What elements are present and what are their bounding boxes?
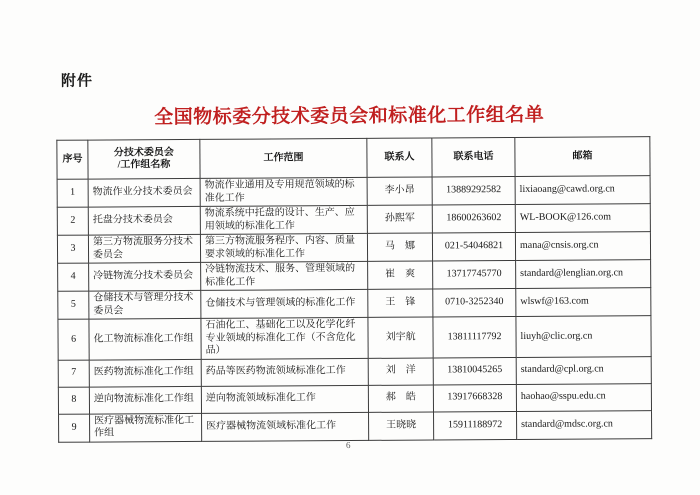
- cell-phone: 13810045265: [433, 357, 516, 385]
- table-row: [57, 232, 650, 264]
- cell-contact: 郝 皓: [368, 384, 433, 411]
- cell-name: 医疗器械物流标准化工作组: [90, 413, 202, 442]
- table-header-row: [57, 137, 650, 180]
- cell-contact: 崔 爽: [368, 261, 433, 289]
- cell-email: lixiaoang@cawd.org.cn: [515, 176, 650, 205]
- cell-phone: 18600263602: [432, 204, 515, 233]
- cell-scope: 冷链物流技术、服务、管理领域的标准化工作: [201, 261, 368, 290]
- cell-no: 5: [58, 291, 89, 319]
- cell-contact: 刘 洋: [368, 357, 433, 384]
- table-row: [58, 316, 651, 360]
- cell-email: WL-BOOK@126.com: [515, 204, 650, 233]
- cell-contact: 孙熙军: [367, 205, 432, 233]
- cell-scope: 物流作业通用及专用规范领域的标准化工作: [200, 177, 367, 206]
- table-row: [58, 288, 651, 320]
- table-row: [57, 176, 650, 208]
- cell-name: 逆向物流标准化工作组: [89, 386, 201, 414]
- col-header-no: 序号: [57, 140, 88, 179]
- cell-name: 化工物流标准化工作组: [89, 318, 201, 359]
- cell-scope: 物流系统中托盘的设计、生产、应用领域的标准化工作: [200, 205, 367, 234]
- cell-email: wlswf@163.com: [516, 288, 651, 317]
- table-row: [57, 204, 650, 236]
- table-row: [58, 260, 651, 292]
- cell-no: 2: [57, 207, 88, 235]
- cell-no: 3: [57, 235, 88, 263]
- col-header-scope: 工作范围: [200, 138, 367, 178]
- cell-email: liuyh@clic.org.cn: [516, 316, 651, 357]
- cell-contact: 王晓晓: [369, 411, 434, 439]
- cell-scope: 石油化工、基础化工以及化学化纤专业领域的标准化工作（不含危化品）: [201, 317, 368, 359]
- cell-email: standard@lenglian.org.cn: [516, 260, 651, 289]
- cell-no: 6: [58, 319, 89, 360]
- cell-phone: 13917668328: [433, 384, 516, 412]
- cell-email: haohao@sspu.edu.cn: [516, 383, 651, 411]
- cell-contact: 刘宇航: [368, 317, 433, 358]
- col-header-phone: 联系电话: [432, 137, 515, 177]
- page-number: 6: [345, 440, 351, 451]
- table-row: [58, 356, 651, 387]
- cell-name: 托盘分技术委员会: [88, 206, 200, 235]
- cell-contact: 王 锋: [368, 289, 433, 317]
- page-title: 全国物标委分技术委员会和标准化工作组名单: [154, 104, 545, 129]
- cell-phone: 15911188972: [434, 411, 517, 440]
- cell-phone: 021-54046821: [432, 232, 515, 261]
- cell-name: 仓储技术与管理分技术委员会: [89, 290, 201, 319]
- cell-phone: 0710-3252340: [433, 288, 516, 317]
- attachment-label: 附件: [60, 72, 94, 90]
- col-header-name: 分技术委员会 /工作组名称: [88, 139, 200, 179]
- cell-phone: 13811117792: [433, 316, 516, 357]
- cell-no: 1: [57, 179, 88, 207]
- cell-name: 物流作业分技术委员会: [88, 178, 200, 207]
- cell-no: 7: [58, 360, 89, 387]
- cell-scope: 第三方物流服务程序、内容、质量要求领域的标准化工作: [200, 233, 367, 262]
- cell-scope: 医疗器械物流领域标准化工作: [202, 412, 369, 441]
- cell-scope: 药品等医药物流领域标准化工作: [201, 358, 368, 386]
- cell-no: 4: [58, 263, 89, 291]
- cell-scope: 逆向物流领域标准化工作: [201, 385, 368, 413]
- cell-email: mana@cnsis.org.cn: [515, 232, 650, 261]
- cell-phone: 13717745770: [433, 260, 516, 289]
- table-row: [59, 410, 652, 442]
- cell-name: 冷链物流分技术委员会: [89, 262, 201, 291]
- cell-name: 医药物流标准化工作组: [89, 359, 201, 387]
- cell-phone: 13889292582: [432, 176, 515, 205]
- cell-no: 8: [58, 387, 89, 414]
- cell-email: standard@mdsc.org.cn: [517, 410, 652, 439]
- cell-no: 9: [59, 414, 90, 442]
- cell-contact: 李小昂: [367, 177, 432, 205]
- col-header-email: 邮箱: [515, 137, 650, 177]
- cell-scope: 仓储技术与管理领域的标准化工作: [201, 289, 368, 318]
- cell-name: 第三方物流服务分技术委员会: [88, 234, 200, 263]
- table-row: [58, 383, 651, 414]
- cell-contact: 马 娜: [367, 233, 432, 261]
- col-header-contact: 联系人: [367, 138, 432, 177]
- committee-table: [56, 136, 652, 442]
- cell-email: standard@cpl.org.cn: [516, 356, 651, 384]
